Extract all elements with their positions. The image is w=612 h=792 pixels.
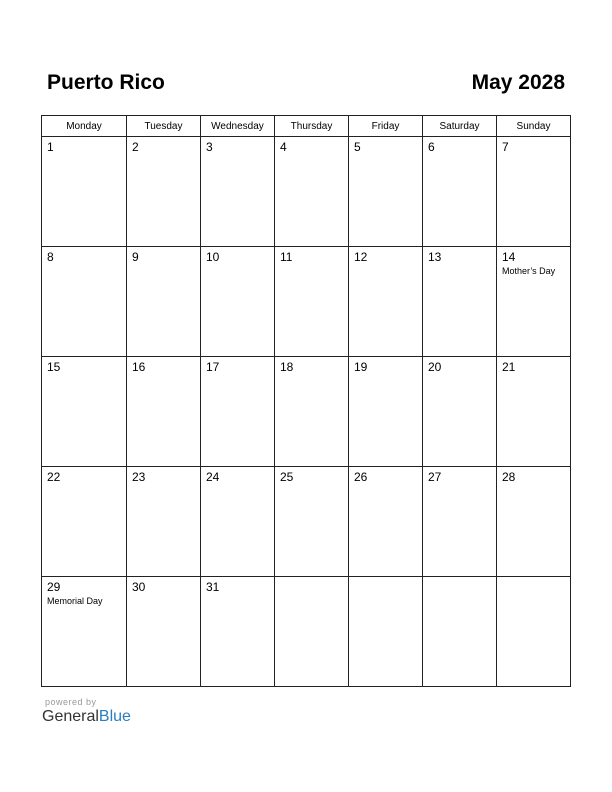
day-cell: [42, 577, 127, 687]
generalblue-logo: [42, 708, 131, 726]
day-number: 9: [132, 250, 139, 264]
weekday-header-row: [42, 116, 571, 137]
weekday-header-tuesday: Tuesday: [127, 116, 201, 137]
weekday-header-thursday: Thursday: [275, 116, 349, 137]
day-cell: [423, 137, 497, 247]
day-number: 17: [206, 360, 220, 374]
day-number: 31: [206, 580, 220, 594]
brand-general-text: General: [42, 708, 99, 725]
day-number: 25: [280, 470, 294, 484]
day-cell: [127, 467, 201, 577]
day-number: 15: [47, 360, 61, 374]
day-cell: [127, 577, 201, 687]
day-cell: [349, 247, 423, 357]
day-number: 5: [354, 140, 361, 154]
day-number: 3: [206, 140, 213, 154]
day-number: [423, 577, 496, 594]
day-cell: [497, 247, 571, 357]
day-cell: [127, 137, 201, 247]
day-number: 30: [132, 580, 146, 594]
weekday-header-saturday: Saturday: [423, 116, 497, 137]
day-cell: [201, 137, 275, 247]
week-row: [42, 467, 571, 577]
day-cell: [275, 137, 349, 247]
empty-day-cell: [423, 577, 497, 687]
day-number: [275, 577, 348, 594]
powered-by-text: powered by: [45, 697, 97, 707]
weekday-header-sunday: Sunday: [497, 116, 571, 137]
day-number: 10: [206, 250, 220, 264]
day-cell: [42, 467, 127, 577]
day-cell: [127, 247, 201, 357]
day-number: 19: [354, 360, 368, 374]
day-cell: [423, 467, 497, 577]
day-cell: [275, 467, 349, 577]
brand-blue-text: Blue: [98, 708, 131, 725]
day-number: 2: [132, 140, 139, 154]
day-cell: [349, 357, 423, 467]
weekday-header-monday: Monday: [42, 116, 127, 137]
day-number: 24: [206, 470, 220, 484]
day-cell: [275, 247, 349, 357]
day-cell: [497, 137, 571, 247]
day-number: [497, 577, 570, 594]
day-number: 4: [280, 140, 287, 154]
day-cell: [349, 137, 423, 247]
day-number: 1: [47, 140, 54, 154]
empty-day-cell: [275, 577, 349, 687]
day-cell: [201, 467, 275, 577]
day-number: 11: [280, 250, 293, 264]
day-number: 12: [354, 250, 368, 264]
day-cell: [423, 247, 497, 357]
week-row: [42, 247, 571, 357]
day-number: 6: [428, 140, 435, 154]
empty-day-cell: [349, 577, 423, 687]
weekday-header-wednesday: Wednesday: [201, 116, 275, 137]
day-number: 21: [502, 360, 516, 374]
day-number: 28: [502, 470, 516, 484]
week-row: [42, 137, 571, 247]
day-cell: [127, 357, 201, 467]
day-number: 16: [132, 360, 146, 374]
day-cell: [201, 357, 275, 467]
day-number: 14: [502, 250, 516, 264]
day-cell: [42, 137, 127, 247]
day-number: 20: [428, 360, 442, 374]
day-cell: [349, 467, 423, 577]
country-title: Puerto Rico: [47, 71, 165, 94]
day-number: 26: [354, 470, 368, 484]
month-year-title: May 2028: [471, 71, 565, 94]
day-cell: [497, 357, 571, 467]
weekday-header-friday: Friday: [349, 116, 423, 137]
day-number: 18: [280, 360, 294, 374]
empty-day-cell: [497, 577, 571, 687]
calendar-grid: [41, 115, 571, 687]
day-number: 23: [132, 470, 146, 484]
footer-branding: [42, 697, 131, 726]
day-number: 13: [428, 250, 442, 264]
holiday-label: Memorial Day: [47, 596, 103, 606]
day-number: 29: [47, 580, 61, 594]
day-cell: [201, 577, 275, 687]
holiday-label: Mother’s Day: [502, 266, 556, 276]
day-number: [349, 577, 422, 594]
day-number: 7: [502, 140, 509, 154]
day-cell: [423, 357, 497, 467]
week-row: [42, 577, 571, 687]
week-row: [42, 357, 571, 467]
day-cell: [497, 467, 571, 577]
day-cell: [201, 247, 275, 357]
day-cell: [275, 357, 349, 467]
day-number: 8: [47, 250, 54, 264]
day-cell: [42, 247, 127, 357]
day-number: 27: [428, 470, 442, 484]
day-number: 22: [47, 470, 61, 484]
day-cell: [42, 357, 127, 467]
